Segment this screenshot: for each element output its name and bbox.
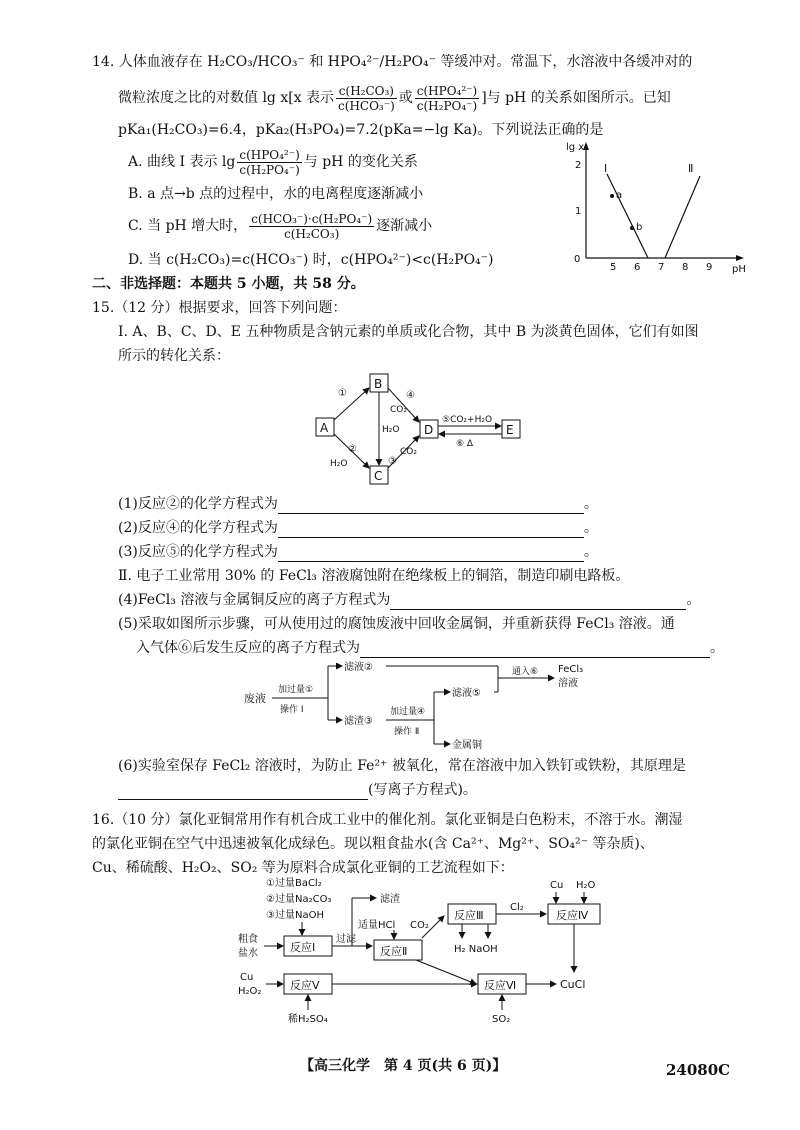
graph-point-a-label: a xyxy=(616,190,623,201)
label-so2: SO₂ xyxy=(492,1014,511,1025)
answer-blank-6[interactable] xyxy=(118,785,368,800)
reagent-2: ②过量Na₂CO₃ xyxy=(266,894,332,905)
flow-op1: 操作 Ⅰ xyxy=(280,705,304,715)
flow-add1: 加过量① xyxy=(278,685,314,695)
q14-line1: 14. 人体血液存在 H₂CO₃/HCO₃⁻ 和 HPO₄²⁻/H₂PO₄⁻ 等缓冲对。常温下，水溶液中各缓冲对的 xyxy=(92,54,693,70)
graph-xlabel: pH xyxy=(732,264,746,275)
section-2-heading: 二、非选择题：本题共 5 小题，共 58 分。 xyxy=(92,276,365,292)
label-reaction-5: 反应Ⅴ xyxy=(290,979,320,992)
graph-xtick-9: 9 xyxy=(706,262,713,273)
label-reaction-2: ② xyxy=(348,444,357,455)
q15-sub1: (1)反应②的化学方程式为 。 xyxy=(118,496,598,512)
q15-part2: Ⅱ. 电子工业常用 30% 的 FeCl₃ 溶液腐蚀附在绝缘板上的铜箔，制造印刷电路板。 xyxy=(118,568,630,584)
graph-xtick-8: 8 xyxy=(682,262,689,273)
flow-copper: 金属铜 xyxy=(452,740,482,751)
graph-xtick-5: 5 xyxy=(610,262,617,273)
q15-sub5-line1: (5)采取如图所示步骤，可从使用过的腐蚀废液中回收金属铜，并重新获得 FeCl₃ 溶液。通 xyxy=(118,616,675,632)
q15-sub5-line2: 入气体⑥后发生反应的离子方程式为 。 xyxy=(136,640,724,656)
footer-page-label: 【高三化学 第 4 页(共 6 页)】 xyxy=(300,1058,507,1074)
answer-blank-2[interactable] xyxy=(278,523,584,538)
label-residue: 滤渣 xyxy=(380,894,400,905)
flow-op2: 操作 Ⅱ xyxy=(394,727,420,737)
label-E: E xyxy=(506,423,514,437)
reagent-1: ①过量BaCl₂ xyxy=(266,878,322,889)
graph-point-a xyxy=(610,194,614,198)
label-reaction-4: ④ xyxy=(406,390,415,401)
footer-exam-code: 24080C xyxy=(666,1061,731,1079)
q14-or: 或 xyxy=(398,90,413,106)
arrow-r2-r6 xyxy=(416,960,476,984)
graph-curve-1-label: Ⅰ xyxy=(604,162,608,175)
q14-frac-carbonate: $\frac{\text{c(H₂CO₃)}}{\text{c(HCO₃⁻)}}$ xyxy=(338,83,395,113)
q16-line1: 16.（10 分）氯化亚铜常用作有机合成工业中的催化剂。氯化亚铜是白色粉末，不溶于水。潮湿 xyxy=(92,812,683,828)
label-reaction-1: ① xyxy=(338,388,347,399)
q15-sub3: (3)反应⑤的化学方程式为 。 xyxy=(118,544,598,560)
brine-line1: 粗食 xyxy=(238,934,258,945)
flow-pass6: 通入⑥ xyxy=(512,667,539,677)
label-hcl: 适量HCl xyxy=(358,920,396,931)
label-reaction-4: 反应Ⅳ xyxy=(556,909,589,922)
graph-point-b-label: b xyxy=(636,222,643,233)
flow-product-1: FeCl₃ xyxy=(558,664,584,675)
graph-xtick-7: 7 xyxy=(658,262,665,273)
label-h2o-top: H₂O xyxy=(576,880,596,891)
label-h2o-bc: H₂O xyxy=(382,425,400,435)
q14-line2 xyxy=(118,80,671,116)
label-co2-cd: CO₂ xyxy=(400,447,417,457)
label-A: A xyxy=(320,421,329,435)
graph-ylabel: lg x xyxy=(566,142,585,153)
q14-line2-pre: 微粒浓度之比的对数值 lg x[x 表示 xyxy=(118,90,335,106)
flow-waste: 废液 xyxy=(244,692,266,705)
q14-frac-phosphate: $\frac{\text{c(HPO₄²⁻)}}{\text{c(H₂PO₄⁻)}}$ xyxy=(416,83,478,113)
q14-option-a: A. 曲线 Ⅰ 表示 lg $\frac{\text{c(HPO₄²⁻)}}{\text{c(H₂PO₄⁻)}}$ 与 pH 的变化关系 xyxy=(128,147,418,177)
label-co2-bd: CO₂ xyxy=(390,405,407,415)
label-reaction-6: ⑥ Δ xyxy=(456,439,474,449)
flow-filt5: 滤液⑤ xyxy=(452,688,481,699)
q15-part1-line1: Ⅰ. A、B、C、D、E 五种物质是含钠元素的单质或化合物，其中 B 为淡黄色固体，它们有如图 xyxy=(118,324,699,340)
label-products: H₂ NaOH xyxy=(454,944,498,955)
label-cu: Cu xyxy=(240,972,254,983)
label-filter: 过滤 xyxy=(336,934,356,945)
q15-sub6-line2: (写离子方程式)。 xyxy=(118,780,477,800)
graph-curve-2 xyxy=(665,176,700,258)
graph-point-b xyxy=(630,226,634,230)
q14-option-c: C. 当 pH 增大时， $\frac{\text{c(HCO₃⁻)·c(H₂PO₄⁻)}}{\text{c(H₂CO₃)}}$ 逐渐减小 xyxy=(128,211,433,241)
flow-res3: 滤渣③ xyxy=(344,716,373,727)
label-D: D xyxy=(424,423,434,437)
q14-line2-post: ]与 pH 的关系如图所示。已知 xyxy=(481,90,671,106)
q15-head: 15.（12 分）根据要求，回答下列问题： xyxy=(92,300,347,316)
reagent-3: ③过量NaOH xyxy=(266,910,324,921)
label-reaction-5: ⑤CO₂+H₂O xyxy=(442,415,493,425)
flow-filt2: 滤液② xyxy=(344,662,373,673)
q14-line3: pKa₁(H₂CO₃)=6.4，pKa₂(H₃PO₄)=7.2(pKa=−lg Ka)。下列说法正确的是 xyxy=(118,122,604,138)
answer-blank-3[interactable] xyxy=(278,547,584,562)
graph-curve-1 xyxy=(607,174,648,258)
q15-sub4: (4)FeCl₃ 溶液与金属铜反应的离子方程式为 。 xyxy=(118,592,701,608)
label-reaction-3: ③ xyxy=(388,456,397,467)
brine-line2: 盐水 xyxy=(238,948,258,959)
q15-part1-line2: 所示的转化关系： xyxy=(118,348,230,364)
graph-xtick-6: 6 xyxy=(634,262,641,273)
label-cu-top: Cu xyxy=(550,880,564,891)
q15-recovery-flow xyxy=(228,658,588,754)
label-reaction-3: 反应Ⅲ xyxy=(454,909,484,922)
label-h2o2: H₂O₂ xyxy=(238,986,262,997)
graph-x-arrow xyxy=(736,255,744,261)
q15-transform-diagram xyxy=(306,368,546,490)
label-reaction-2: 反应Ⅱ xyxy=(380,945,408,958)
answer-blank-1[interactable] xyxy=(278,499,584,514)
graph-origin: 0 xyxy=(574,254,581,265)
graph-curve-2-label: Ⅱ xyxy=(688,162,694,175)
label-reaction-6: 反应Ⅵ xyxy=(484,979,517,992)
graph-ytick-1: 1 xyxy=(575,206,582,217)
q15-sub2: (2)反应④的化学方程式为 。 xyxy=(118,520,598,536)
flow-product-2: 溶液 xyxy=(558,678,578,689)
q14-option-d: D. 当 c(H₂CO₃)=c(HCO₃⁻) 时，c(HPO₄²⁻)<c(H₂PO₄⁻) xyxy=(128,252,494,268)
graph-ytick-2: 2 xyxy=(575,160,582,171)
label-h2so4: 稀H₂SO₄ xyxy=(288,1014,328,1025)
label-C: C xyxy=(374,469,383,483)
label-reaction-1: 反应Ⅰ xyxy=(290,941,316,954)
label-h2o-ac: H₂O xyxy=(330,459,348,469)
answer-blank-4[interactable] xyxy=(390,595,686,610)
answer-blank-5[interactable] xyxy=(360,643,710,658)
q14-graph xyxy=(560,136,760,276)
label-cucl: CuCl xyxy=(560,978,586,991)
label-co2: CO₂ xyxy=(410,920,429,931)
flow-add4: 加过量④ xyxy=(390,707,426,717)
label-B: B xyxy=(374,377,383,391)
label-cl2: Cl₂ xyxy=(510,902,524,913)
q15-sub6-line1: (6)实验室保存 FeCl₂ 溶液时，为防止 Fe²⁺ 被氧化，常在溶液中加入铁钉或铁粉，其原理是 xyxy=(118,758,686,774)
q16-line3: Cu、稀硫酸、H₂O₂、SO₂ 等为原料合成氯化亚铜的工艺流程如下： xyxy=(92,860,514,876)
q16-process-flow xyxy=(226,874,606,1030)
q14-option-b: B. a 点→b 点的过程中，水的电离程度逐渐减小 xyxy=(128,186,424,202)
q16-line2: 的氯化亚铜在空气中迅速被氧化成绿色。现以粗食盐水(含 Ca²⁺、Mg²⁺、SO₄²⁻ 等杂质)、 xyxy=(92,836,654,852)
